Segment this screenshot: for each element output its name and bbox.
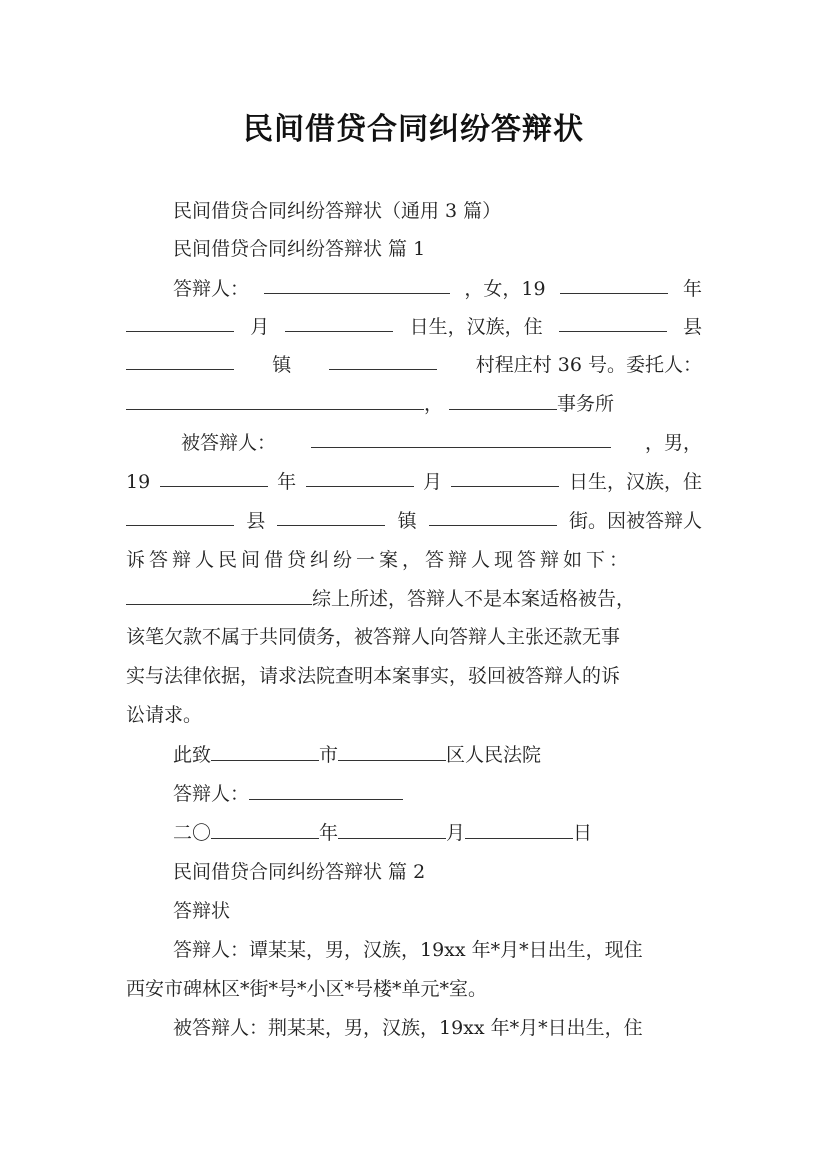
claimant-line-2 [126, 470, 702, 494]
summary-line-2: 该笔欠款不属于共同债务，被答辩人向答辩人主张还款无事 [126, 626, 621, 648]
court-city-blank [211, 744, 319, 761]
month-text: 月 [250, 316, 270, 338]
date-prefix-text: 二〇 [173, 822, 212, 844]
respondent-name-blank [264, 277, 450, 294]
claimant-street-blank [429, 509, 557, 526]
address-town-blank [126, 353, 234, 370]
claimant-year-blank [160, 470, 268, 487]
firm-text: 事务所 [557, 393, 615, 415]
year-prefix-text: 19 [126, 471, 151, 493]
year-text-2: 年 [277, 471, 297, 493]
town-text: 镇 [272, 354, 292, 376]
signature-line [173, 782, 702, 806]
date-month-text: 月 [446, 822, 466, 844]
date-year-text: 年 [319, 822, 339, 844]
born-text: 日生，汉族，住 [409, 316, 543, 338]
claimant-line-3 [126, 509, 702, 533]
claimant-name-blank [311, 431, 611, 448]
comma-text: ， [424, 393, 444, 415]
year-text: 年 [682, 278, 702, 300]
respondent-line-2 [126, 315, 702, 339]
document-type: 答辩状 [173, 900, 231, 922]
respondent-info-line-2: 西安市碑林区*街*号*小区*号楼*单元*室。 [126, 978, 488, 1000]
respondent-info-line-1: 答辩人：谭某某，男，汉族，19xx 年*月*日出生，现住 [173, 939, 643, 961]
dispute-line: 诉答辩人民间借贷纠纷一案，答辩人现答辩如下： [126, 549, 633, 571]
claimant-town-blank [277, 509, 385, 526]
village-agent-text: 村程庄村 36 号。委托人： [475, 354, 702, 376]
town-text-2: 镇 [397, 510, 417, 532]
address-county-blank [559, 315, 667, 332]
agent-line [126, 392, 702, 416]
birth-day-blank [285, 315, 393, 332]
date-day-blank [465, 822, 573, 839]
address-village-blank [329, 353, 437, 370]
summary-text-1: 综上所述，答辩人不是本案适格被告， [312, 588, 636, 610]
to-prefix-text: 此致 [173, 744, 212, 766]
agent-name-blank [126, 393, 424, 410]
document-title: 民间借贷合同纠纷答辩状 [243, 112, 584, 147]
document-subtitle: 民间借贷合同纠纷答辩状（通用 3 篇） [173, 200, 502, 222]
respondent-gender-text: ，女，19 [464, 278, 546, 300]
birth-month-blank [126, 315, 234, 332]
date-line [173, 821, 702, 845]
county-text: 县 [682, 316, 702, 338]
court-district-blank [338, 744, 446, 761]
claimant-day-blank [451, 470, 559, 487]
section-heading-2: 民间借贷合同纠纷答辩状 篇 2 [173, 861, 426, 883]
defense-content-blank [126, 588, 312, 605]
signature-label: 答辩人： [173, 783, 250, 805]
date-year-blank [211, 822, 319, 839]
street-text: 街。因被答辩人 [568, 510, 702, 532]
court-text: 区人民法院 [446, 744, 542, 766]
claimant-info-line-1: 被答辩人：荆某某，男，汉族，19xx 年*月*日出生，住 [173, 1017, 643, 1039]
claimant-county-blank [126, 509, 234, 526]
summary-line-3: 实与法律依据，请求法院查明本案事实，驳回被答辩人的诉 [126, 665, 621, 687]
section-heading-1: 民间借贷合同纠纷答辩状 篇 1 [173, 238, 426, 260]
respondent-line-3 [126, 353, 702, 377]
claimant-label: 被答辩人： [181, 432, 277, 454]
respondent-line-1 [173, 277, 702, 301]
born-text-2: 日生，汉族，住 [568, 471, 702, 493]
birth-year-blank [560, 277, 668, 294]
law-firm-blank [449, 393, 557, 410]
claimant-gender-text: ，男， [644, 432, 702, 454]
signature-blank [249, 783, 403, 800]
city-text: 市 [319, 744, 339, 766]
month-text-2: 月 [423, 471, 443, 493]
claimant-month-blank [306, 470, 414, 487]
addressee-line [173, 743, 702, 767]
claimant-line-1 [181, 431, 702, 455]
summary-line-4: 讼请求。 [126, 704, 203, 726]
date-day-text: 日 [573, 822, 593, 844]
summary-line-1 [126, 587, 702, 611]
county-text-2: 县 [246, 510, 266, 532]
respondent-label: 答辩人： [173, 278, 250, 300]
date-month-blank [338, 822, 446, 839]
